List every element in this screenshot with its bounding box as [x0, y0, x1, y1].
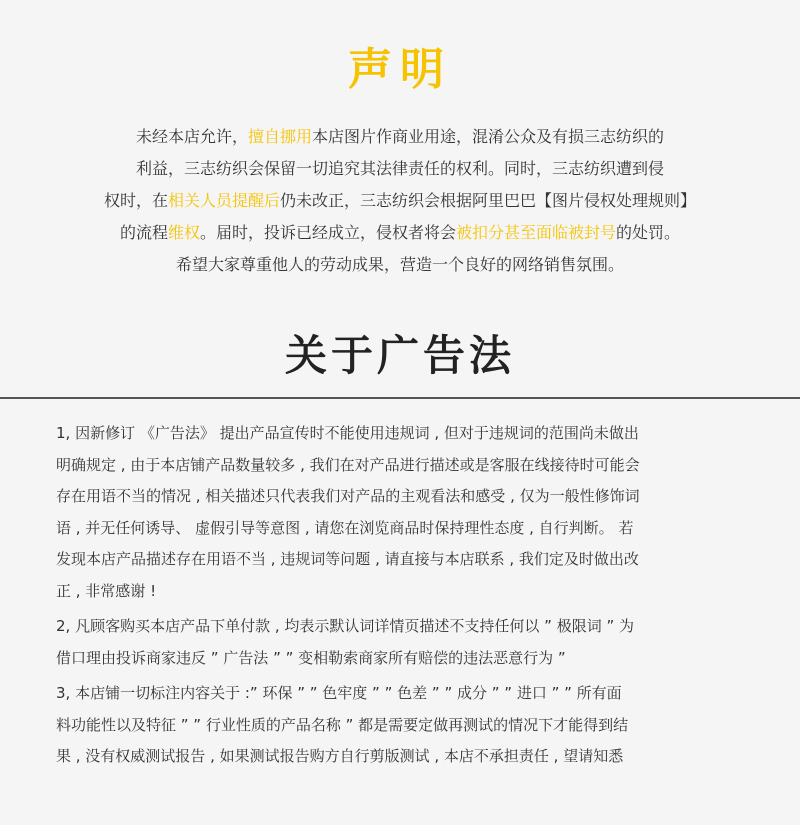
declaration-title: 声明: [348, 44, 452, 95]
declaration-line: [60, 185, 740, 217]
declaration-text: 未经本店允许，: [135, 127, 248, 146]
highlighted-text: 相关人员提醒后: [167, 191, 280, 210]
declaration-text: 的流程: [119, 223, 168, 242]
declaration-text: 权时，在: [103, 191, 168, 210]
ad-law-line: 料功能性以及特征 ” ” 行业性质的产品名称 ” 都是需要定做再测试的情况下才能得到结: [56, 715, 629, 734]
ad-law-line: 3, 本店铺一切标注内容关于 :” 环保 ” ” 色牢度 ” ” 色差 ” ” 成分 ” ” 进口 ” ” 所有面: [56, 684, 622, 702]
ad-law-paragraph: [56, 678, 756, 773]
declaration-line: [60, 249, 740, 281]
declaration-line: [60, 121, 740, 153]
declaration-text: 本店图片作商业用途，混淆公众及有损三志纺织的: [312, 127, 665, 146]
declaration-text: 希望大家尊重他人的劳动成果，营造一个良好的网络销售氛围。: [175, 255, 624, 274]
declaration-text: 利益，三志纺织会保留一切追究其法律责任的权利。同时，三志纺织遭到侵: [135, 159, 664, 178]
highlighted-text: 被扣分甚至面临被封号: [456, 223, 617, 242]
ad-law-title: 关于广告法: [284, 331, 515, 380]
ad-law-line: 借口理由投诉商家违反 ” 广告法 ” ” 变相勒索商家所有赔偿的违法恶意行为 ”: [56, 648, 566, 667]
divider: [0, 397, 800, 399]
highlighted-text: 维权: [167, 223, 200, 242]
declaration-text: 的处罚。: [616, 223, 681, 242]
highlighted-text: 擅自挪用: [247, 127, 312, 146]
declaration-text: 仍未改正，三志纺织会根据阿里巴巴【图片侵权处理规则】: [280, 191, 697, 210]
ad-law-body: [56, 418, 756, 773]
ad-law-line: 存在用语不当的情况 , 相关描述只代表我们对产品的主观看法和感受 , 仅为一般性修饰词: [56, 487, 640, 505]
ad-law-line: 1, 因新修订 《广告法》 提出产品宣传时不能使用违规词 , 但对于违规词的范围尚未做出: [56, 424, 639, 442]
ad-law-line: 正 , 非常感谢 !: [56, 581, 157, 600]
declaration-body: [60, 121, 740, 281]
ad-law-line: 果 , 没有权威测试报告 , 如果测试报告购方自行剪版测试 , 本店不承担责任 , 望请知悉: [56, 747, 624, 765]
ad-law-paragraph: [56, 418, 756, 607]
declaration-line: [60, 217, 740, 249]
ad-law-line: 明确规定 , 由于本店铺产品数量较多 , 我们在对产品进行描述或是客服在线接待时可能会: [56, 455, 640, 474]
ad-law-line: 2, 凡顾客购买本店产品下单付款 , 均表示默认词详情页描述不支持任何以 ” 极限词 ” 为: [56, 617, 635, 635]
declaration-text: 。届时，投诉已经成立，侵权者将会: [199, 223, 456, 242]
declaration-line: [60, 153, 740, 185]
ad-law-line: 语 , 并无任何诱导、 虚假引导等意图 , 请您在浏览商品时保持理性态度 , 自行判断。 若: [56, 518, 634, 537]
ad-law-line: 发现本店产品描述存在用语不当 , 违规词等问题 , 请直接与本店联系 , 我们定及时做出改: [56, 550, 639, 568]
ad-law-paragraph: [56, 611, 756, 674]
